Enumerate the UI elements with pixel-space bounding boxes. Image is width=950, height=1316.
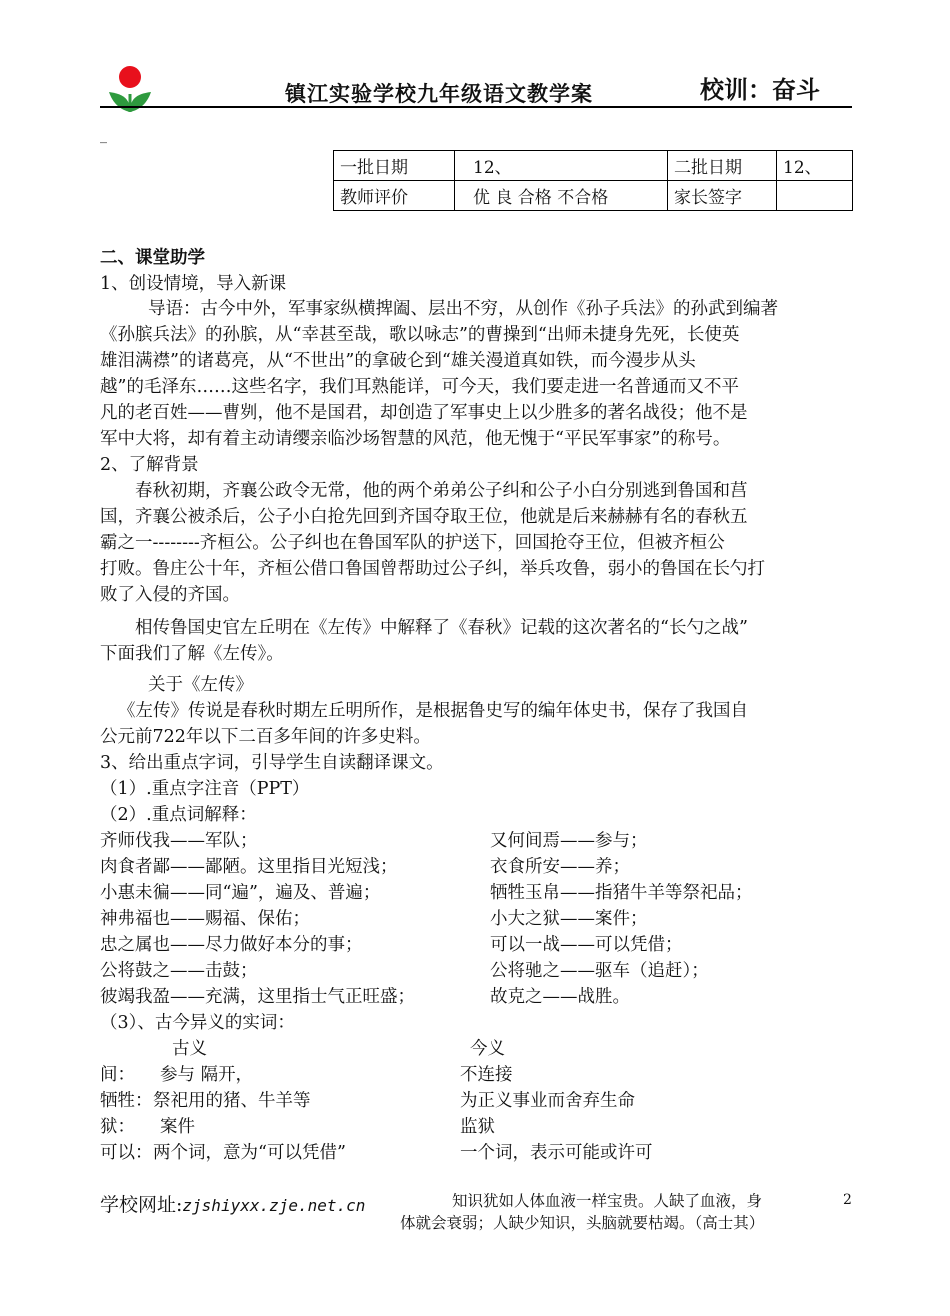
- step2-title: 2、了解背景: [100, 455, 199, 475]
- intro-line: 军中大将，却有着主动请缨亲临沙场智慧的风范，他无愧于“平民军事家”的称号。: [100, 429, 731, 449]
- vocab-item: 衣食所安——养；: [490, 857, 630, 877]
- yiyi-word: 牺牲：: [100, 1091, 153, 1111]
- intro-line: 越”的毛泽东……这些名字，我们耳熟能详，可今天，我们要走进一名普通而又不平: [100, 377, 739, 397]
- yiyi-word: 可以：: [100, 1143, 153, 1163]
- sub-heading-pinyin: （1）.重点字注音（PPT）: [100, 779, 310, 799]
- yiyi-word: 间：: [100, 1065, 135, 1085]
- vocab-item: 忠之属也——尽力做好本分的事；: [100, 935, 363, 955]
- background-line: 打败。鲁庄公十年，齐桓公借口鲁国曾帮助过公子纠，举兵攻鲁，弱小的鲁国在长勺打: [100, 559, 765, 579]
- vocab-item: 可以一战——可以凭借；: [490, 935, 683, 955]
- yiyi-gu: 参与 隔开，: [160, 1065, 254, 1085]
- yiyi-jin: 为正义事业而舍弃生命: [460, 1091, 635, 1111]
- grading-info-table: [333, 150, 853, 211]
- document-header-title: 镇江实验学校九年级语文教学案: [285, 81, 593, 106]
- background-line: 国，齐襄公被杀后，公子小白抢先回到齐国夺取王位，他就是后来赫赫有名的春秋五: [100, 507, 748, 527]
- quote-line: 体就会衰弱；人缺少知识，头脑就要枯竭。（高士其）: [400, 1214, 765, 1232]
- sub-heading-vocab: （2）.重点词解释：: [100, 805, 257, 825]
- parent-sign-field: [777, 181, 853, 211]
- footer-quote: [400, 1190, 764, 1234]
- zuozhuan-line: 相传鲁国史官左丘明在《左传》中解释了《春秋》记载的这次著名的“长勺之战”: [135, 618, 748, 638]
- step1-title: 1、创设情境，导入新课: [100, 274, 287, 294]
- sub-heading-gujin: （3）、古今异义的实词：: [100, 1013, 295, 1033]
- stray-mark: _: [100, 128, 107, 144]
- batch2-value: 12、: [777, 151, 853, 181]
- vocab-item: 公将驰之——驱车（追赶）；: [490, 961, 709, 981]
- quote-line: 知识犹如人体血液一样宝贵。人缺了血液，身: [452, 1192, 763, 1210]
- about-line: 《左传》传说是春秋时期左丘明所作，是根据鲁史写的编年体史书，保存了我国自: [118, 701, 748, 721]
- page-number: 2: [843, 1192, 852, 1208]
- intro-line: 雄泪满襟”的诸葛亮，从“不世出”的拿破仑到“雄关漫道真如铁，而今漫步从头: [100, 351, 696, 371]
- about-title: 关于《左传》: [148, 675, 253, 695]
- yiyi-jin: 一个词，表示可能或许可: [460, 1143, 653, 1163]
- intro-line: 凡的老百姓——曹刿，他不是国君，却创造了军事史上以少胜多的著名战役；他不是: [100, 403, 748, 423]
- table-row: [334, 151, 853, 181]
- intro-line: 《孙膑兵法》的孙膑，从“幸甚至哉，歌以咏志”的曹操到“出师未捷身先死，长使英: [100, 325, 740, 345]
- yiyi-jin: 不连接: [460, 1065, 513, 1085]
- zuozhuan-line: 下面我们了解《左传》。: [100, 644, 284, 664]
- parent-sign-label: 家长签字: [668, 181, 777, 211]
- school-motto: 校训：奋斗: [700, 75, 820, 104]
- website-label: 学校网址:: [100, 1194, 183, 1216]
- batch2-label: 二批日期: [668, 151, 777, 181]
- section-title: 二、课堂助学: [100, 248, 205, 268]
- school-website: [100, 1190, 365, 1217]
- vocab-item: 公将鼓之——击鼓；: [100, 961, 258, 981]
- intro-line: 导语：古今中外，军事家纵横捭阖、层出不穷，从创作《孙子兵法》的孙武到编著: [148, 299, 778, 319]
- yiyi-gu: 案件: [160, 1117, 195, 1137]
- yiyi-word: 狱：: [100, 1117, 135, 1137]
- website-url[interactable]: zjshiyxx.zje.net.cn: [182, 1196, 366, 1215]
- vocab-item: 小大之狱——案件；: [490, 909, 648, 929]
- column-header-gu: 古义: [172, 1039, 207, 1059]
- background-line: 春秋初期，齐襄公政令无常，他的两个弟弟公子纠和公子小白分别逃到鲁国和莒: [135, 481, 748, 501]
- eval-label: 教师评价: [334, 181, 455, 211]
- yiyi-jin: 监狱: [460, 1117, 495, 1137]
- about-line: 公元前722年以下二百多年间的许多史料。: [100, 727, 431, 747]
- background-line: 霸之一--------齐桓公。公子纠也在鲁国军队的护送下，回国抢夺王位，但被齐桓公: [100, 533, 725, 553]
- header-divider: [100, 106, 852, 108]
- vocab-item: 肉食者鄙——鄙陋。这里指目光短浅；: [100, 857, 398, 877]
- eval-options: 优 良 合格 不合格: [455, 181, 668, 211]
- vocab-item: 又何间焉——参与；: [490, 831, 648, 851]
- vocab-item: 神弗福也——赐福、保佑；: [100, 909, 310, 929]
- column-header-jin: 今义: [470, 1039, 505, 1059]
- batch1-value: 12、: [455, 151, 668, 181]
- vocab-item: 彼竭我盈——充满，这里指士气正旺盛；: [100, 987, 415, 1007]
- yiyi-gu: 祭祀用的猪、牛羊等: [153, 1091, 311, 1111]
- vocab-item: 小惠未徧——同“遍”，遍及、普遍；: [100, 883, 381, 903]
- step3-title: 3、给出重点字词，引导学生自读翻译课文。: [100, 753, 444, 773]
- table-row: [334, 181, 853, 211]
- vocab-item: 牺牲玉帛——指猪牛羊等祭祀品；: [490, 883, 753, 903]
- batch1-label: 一批日期: [334, 151, 455, 181]
- vocab-item: 故克之——战胜。: [490, 987, 630, 1007]
- yiyi-gu: 两个词，意为“可以凭借”: [153, 1143, 346, 1163]
- background-line: 败了入侵的齐国。: [100, 585, 240, 605]
- vocab-item: 齐师伐我——军队；: [100, 831, 258, 851]
